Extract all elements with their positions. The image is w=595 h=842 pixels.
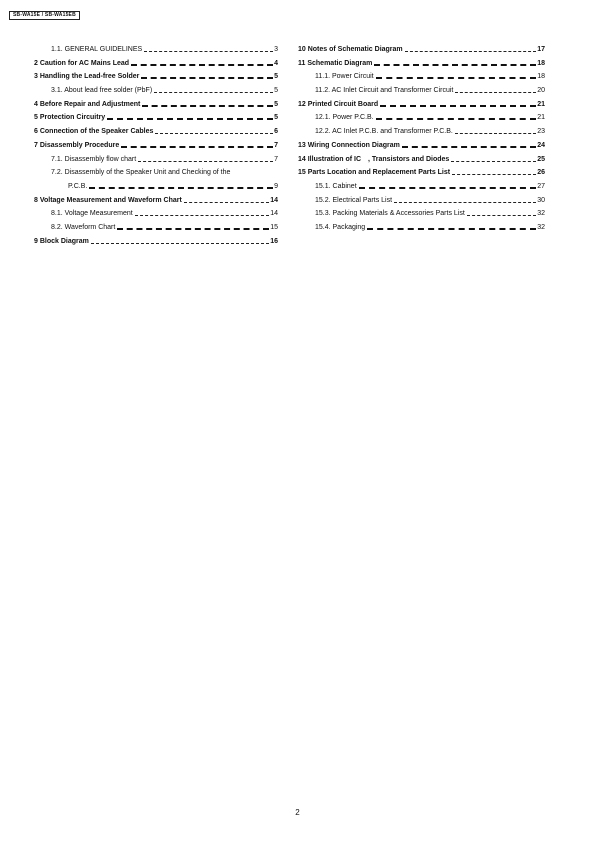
toc-entry-title: 15.2. Electrical Parts List [315, 196, 393, 204]
toc-left-column [34, 45, 278, 250]
toc-entry[interactable] [298, 100, 545, 109]
model-tag: SB-WA15E / SB-WA15EB [9, 11, 80, 20]
toc-entry-title: 4 Before Repair and Adjustment [34, 100, 141, 108]
toc-entry-title: 15 Parts Location and Replacement Parts List [298, 169, 451, 177]
toc-entry-page: 21 [537, 100, 545, 108]
dot-leader [184, 202, 269, 203]
toc-entry-page: 23 [537, 128, 545, 136]
toc-entry-page: 5 [274, 73, 278, 81]
toc-entry-page: 6 [274, 128, 278, 136]
dot-leader [455, 92, 536, 93]
toc-entry-title: 3 Handling the Lead-free Solder [34, 73, 140, 81]
toc-entry-page: 16 [270, 237, 278, 245]
dot-leader [121, 146, 273, 148]
dot-leader [89, 187, 273, 189]
toc-entry[interactable] [34, 59, 278, 68]
toc-entry-title: 11.1. Power Circuit [315, 73, 374, 81]
dot-leader [402, 146, 536, 148]
toc-entry-page: 20 [537, 87, 545, 95]
toc-entry-page: 14 [270, 210, 278, 218]
toc-right-column [298, 45, 545, 237]
toc-entry-page: 30 [537, 196, 545, 204]
toc-entry[interactable] [298, 127, 545, 136]
toc-entry-page: 32 [537, 223, 545, 231]
dot-leader [107, 118, 273, 120]
toc-entry[interactable] [34, 141, 278, 150]
dot-leader [380, 105, 536, 107]
toc-entry-title: 8.1. Voltage Measurement [51, 210, 133, 218]
dot-leader [135, 215, 269, 216]
toc-entry-title: 5 Protection Circuitry [34, 114, 106, 122]
toc-entry[interactable] [298, 209, 545, 218]
toc-entry[interactable] [298, 59, 545, 68]
toc-entry[interactable] [298, 182, 545, 191]
toc-entry-title: 15.4. Packaging [315, 223, 366, 231]
toc-entry[interactable] [298, 168, 545, 177]
toc-entry-title: 9 Block Diagram [34, 237, 89, 245]
toc-entry[interactable] [34, 127, 278, 136]
toc-entry-page: 18 [537, 59, 545, 67]
toc-entry[interactable] [298, 113, 545, 122]
toc-entry-page: 24 [537, 141, 545, 149]
dot-leader [394, 202, 536, 203]
toc-entry[interactable] [34, 237, 278, 246]
dot-leader [367, 228, 536, 230]
dot-leader [138, 161, 273, 162]
dot-leader [467, 215, 536, 216]
dot-leader [359, 187, 537, 189]
toc-entry[interactable] [298, 196, 545, 205]
toc-entry[interactable] [34, 100, 278, 109]
dot-leader [405, 51, 537, 52]
toc-entry-title: 11.2. AC Inlet Circuit and Transformer Circuit [315, 87, 454, 95]
toc-entry[interactable] [298, 141, 545, 150]
dot-leader [154, 92, 273, 93]
toc-entry[interactable] [298, 45, 545, 54]
toc-entry-page: 27 [537, 182, 545, 190]
toc-entry-title: 7.2. Disassembly of the Speaker Unit and Checking of the [51, 169, 231, 177]
toc-entry[interactable] [34, 196, 278, 205]
toc-entry[interactable] [298, 155, 545, 164]
toc-entry[interactable] [34, 86, 278, 95]
toc-entry-page: 7 [274, 141, 278, 149]
toc-entry[interactable] [34, 72, 278, 81]
toc-entry-title: 13 Wiring Connection Diagram [298, 141, 400, 149]
toc-entry-page: 4 [274, 59, 278, 67]
toc-entry-page: 5 [274, 100, 278, 108]
toc-entry-title: P.C.B. [68, 182, 88, 190]
dot-leader [131, 64, 273, 66]
toc-entry-title: 12.2. AC Inlet P.C.B. and Transformer P.C.B. [315, 128, 453, 136]
dot-leader [117, 228, 269, 230]
toc-entry-title: 11 Schematic Diagram [298, 59, 373, 67]
toc-entry-title: 1.1. GENERAL GUIDELINES [51, 46, 143, 53]
dot-leader [141, 77, 273, 79]
toc-entry[interactable] [34, 223, 278, 232]
toc-entry[interactable] [34, 209, 278, 218]
toc-entry-page: 9 [274, 182, 278, 190]
toc-entry-page: 17 [537, 46, 545, 53]
toc-entry-title: 8.2. Waveform Chart [51, 223, 116, 231]
dot-leader [91, 243, 269, 244]
dot-leader [451, 161, 536, 162]
dot-leader [374, 64, 536, 66]
toc-entry-title: 3.1. About lead free solder (PbF) [51, 87, 153, 95]
toc-entry-page: 26 [537, 169, 545, 177]
dot-leader [376, 118, 537, 120]
dot-leader [452, 174, 536, 175]
dot-leader [142, 105, 273, 107]
toc-entry-page: 3 [274, 46, 278, 53]
dot-leader [376, 77, 537, 79]
page-number: 2 [295, 808, 300, 817]
toc-entry-title: 6 Connection of the Speaker Cables [34, 128, 154, 136]
toc-entry[interactable] [298, 72, 545, 81]
dot-leader [144, 51, 273, 52]
toc-entry-title: 7 Disassembly Procedure [34, 141, 120, 149]
toc-entry-page: 5 [274, 87, 278, 95]
toc-entry-title: 2 Caution for AC Mains Lead [34, 59, 130, 67]
toc-entry[interactable] [34, 113, 278, 122]
toc-entry-title: 14 Illustration of IC , Transistors and Diodes [298, 155, 450, 163]
toc-entry-page: 32 [537, 210, 545, 218]
toc-entry-page: 18 [537, 73, 545, 81]
toc-entry-page: 5 [274, 114, 278, 122]
toc-entry-page: 21 [537, 114, 545, 122]
toc-entry-page: 15 [270, 223, 278, 231]
toc-entry[interactable] [298, 86, 545, 95]
toc-entry-title: 12.1. Power P.C.B. [315, 114, 374, 122]
toc-entry-title: 15.1. Cabinet [315, 182, 357, 190]
toc-entry-title: 15.3. Packing Materials & Accessories Parts List [315, 210, 465, 218]
dot-leader [455, 133, 536, 134]
toc-entry-title: 7.1. Disassembly flow chart [51, 155, 137, 163]
toc-entry-page: 7 [274, 155, 278, 163]
toc-entry-title: 10 Notes of Schematic Diagram [298, 46, 403, 53]
dot-leader [155, 133, 273, 134]
toc-entry[interactable] [34, 182, 278, 191]
toc-entry-page: 25 [537, 155, 545, 163]
toc-entry-title: 8 Voltage Measurement and Waveform Chart [34, 196, 182, 204]
toc-entry-title: 12 Printed Circuit Board [298, 100, 379, 108]
toc-entry[interactable] [34, 155, 278, 164]
toc-entry-page: 14 [270, 196, 278, 204]
toc-entry[interactable] [298, 223, 545, 232]
toc-entry[interactable] [34, 45, 278, 54]
